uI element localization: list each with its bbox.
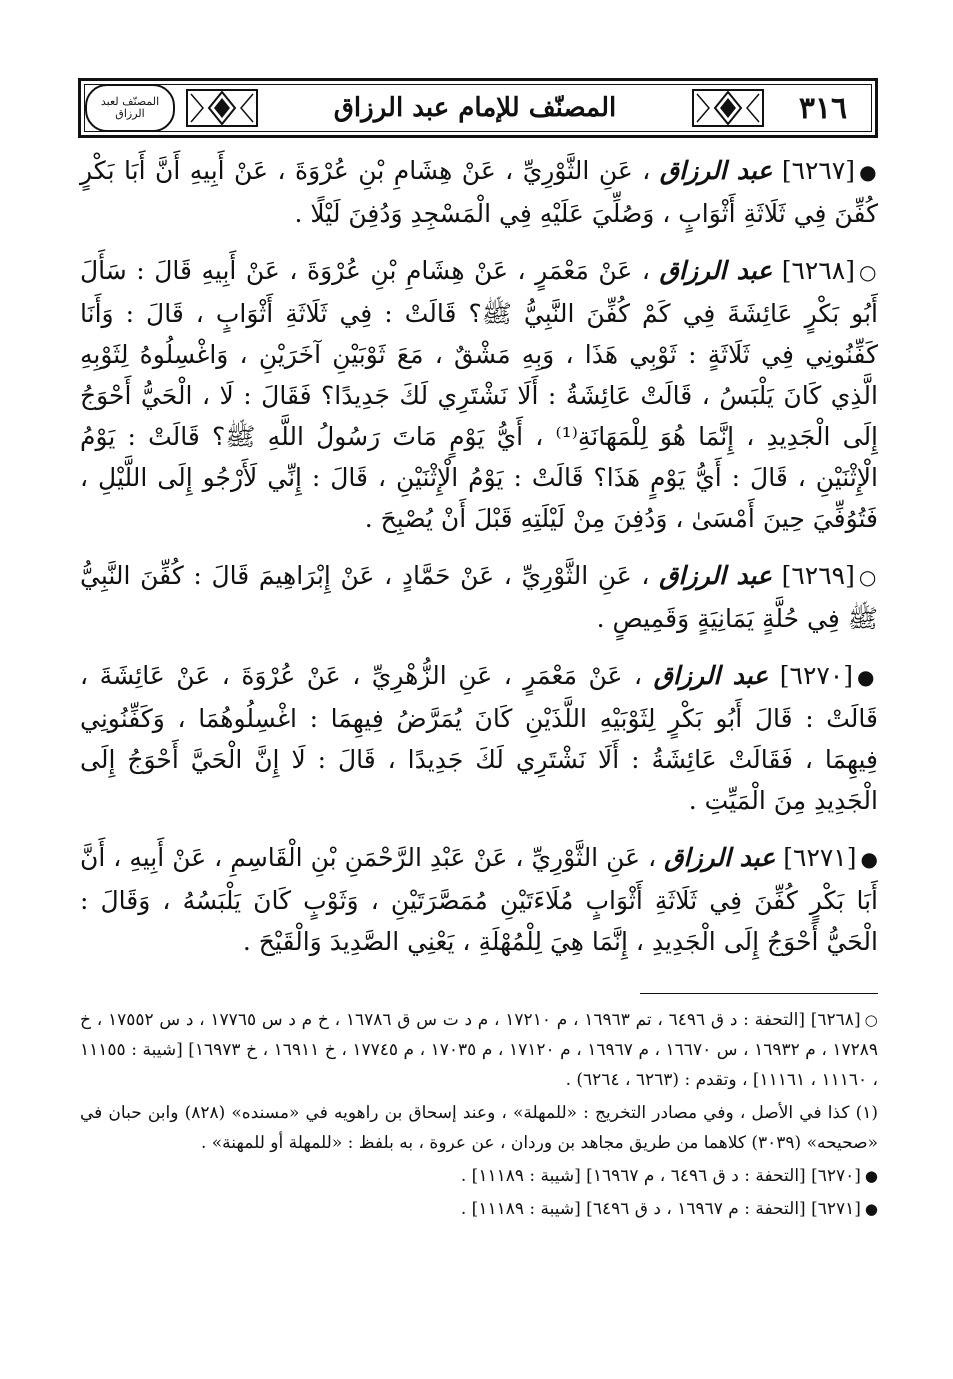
entry-marker: ●: [857, 665, 879, 689]
footnote: [80, 1161, 878, 1191]
ornament-left-icon: [183, 86, 261, 130]
hadith-text: ، عَنِ الثَّوْرِيِّ ، عَنْ هِشَامِ بْنِ عُرْوَةَ ، عَنْ أَبِيهِ أَنَّ أَبَا بَكْرٍ كُفِّنَ فِي ثَلَاثَةِ أَثْوَابٍ ، وَصُلِّيَ عَلَيْهِ فِي الْمَسْجِدِ وَدُفِنَ لَيْلًا .: [80, 156, 878, 228]
footnote-text: [٦٢٧١] [التحفة : م ١٦٩٦٧ ، د ق ٦٤٩٦] [شيبة : ١١١٨٩] .: [460, 1199, 861, 1219]
hadith-text: ، عَنِ الثَّوْرِيِّ ، عَنْ حَمَّادٍ ، عَنْ إِبْرَاهِيمَ قَالَ : كُفِّنَ النَّبِيُّ ﷺ فِي حُلَّةٍ يَمَانِيَةٍ وَقَمِيصٍ .: [80, 561, 878, 633]
hadith-number: [٦٢٧١]: [783, 843, 857, 872]
main-text: [80, 150, 878, 978]
footnotes: [80, 1005, 878, 1227]
hadith-entry: [80, 837, 878, 962]
hadith-text: ، عَنْ مَعْمَرٍ ، عَنِ الزُّهْرِيِّ ، عَنْ عُرْوَةَ ، عَنْ عَائِشَةَ ، قَالَتْ : قَالَ أَبُو بَكْرٍ لِثَوْبَيْهِ اللَّذَيْنِ كَانَ يُمَرَّضُ فِيهِمَا : اغْسِلُوهُمَا ، وَكَفِّنُونِي فِيهِمَا ، فَقَالَتْ عَائِشَةُ : أَلَا نَشْتَرِي لَكَ جَدِيدًا ، قَالَ : لَا إِنَّ الْحَيَّ أَحْوَجُ إِلَى الْجَدِيدِ مِنَ الْمَيِّتِ .: [80, 661, 878, 815]
page-header: [78, 78, 878, 138]
narrator-name: عبد الرزاق: [659, 561, 772, 590]
hadith-number: [٦٢٦٧]: [781, 156, 856, 185]
hadith-number: [٦٢٦٨]: [781, 256, 855, 285]
entry-marker: ○: [858, 260, 878, 284]
footnote-text: (١) كذا في الأصل ، وفي مصادر التخريج : «للمهلة» ، وعند إسحاق بن راهويه في «مسنده» (٨٢٨) وابن حبان في «صحيحه» (٣٠٣٩) كلاهما من طريق مجاهد بن وردان ، عن عروة ، به بلفظ : «للمهلة أو للمهنة» .: [80, 1103, 878, 1153]
footnote-marker: ○: [864, 1011, 879, 1029]
footnote: [80, 1194, 878, 1224]
hadith-entry: [80, 655, 878, 821]
page-number: ٣١٦: [775, 86, 871, 130]
hadith-entry: [80, 250, 878, 539]
footnote: [80, 1098, 878, 1158]
ornament-right-icon: [689, 86, 767, 130]
hadith-text: ، عَنْ مَعْمَرٍ ، عَنْ هِشَامِ بْنِ عُرْوَةَ ، عَنْ أَبِيهِ قَالَ : سَأَلَ أَبُو بَكْرٍ عَائِشَةَ فِي كَمْ كُفِّنَ النَّبِيُّ ﷺ؟ قَالَتْ : فِي ثَلَاثَةِ أَثْوَابٍ ، قَالَ : وَأَنَا كَفِّنُونِي فِي ثَلَاثَةٍ : ثَوْبِي هَذَا ، وَبِهِ مَشْقٌ ، مَعَ ثَوْبَيْنِ آخَرَيْنِ ، وَاغْسِلُوهُ لِثَوْبِهِ الَّذِي كَانَ يَلْبَسُ ، قَالَتْ عَائِشَةُ : أَلَا نَشْتَرِي لَكَ جَدِيدًا؟ فَقَالَ : لَا ، الْحَيُّ أَحْوَجُ إِلَى الْجَدِيدِ ، إِنَّمَا هُوَ لِلْمَهَانَةِ⁽¹⁾ ، أَيُّ يَوْمٍ مَاتَ رَسُولُ اللَّهِ ﷺ؟ قَالَتْ : يَوْمُ الْإِثْنَيْنِ ، قَالَ : أَيُّ يَوْمٍ هَذَا؟ قَالَتْ : يَوْمُ الْإِثْنَيْنِ ، قَالَ : إِنِّي لَأَرْجُو إِلَى اللَّيْلِ ، فَتُوُفِّيَ حِينَ أَمْسَىٰ ، وَدُفِنَ مِنْ لَيْلَتِهِ قَبْلَ أَنْ يُصْبِحَ .: [80, 256, 879, 533]
footnote: [80, 1005, 878, 1095]
hadith-number: [٦٢٧٠]: [779, 661, 853, 690]
entry-marker: ○: [858, 565, 879, 589]
hadith-entry: [80, 150, 878, 234]
entry-marker: ●: [859, 160, 879, 184]
footnote-divider: [640, 993, 878, 994]
book-emblem: المصنّف لعبد الرزاق: [85, 84, 175, 132]
narrator-name: عبد الرزاق: [653, 661, 769, 690]
footnote-marker: ●: [864, 1167, 878, 1185]
footnote-text: [٦٢٦٨] [التحفة : د ق ٦٤٩٦ ، تم ١٦٩٦٣ ، م ١٧٢١٠ ، م د ت س ق ١٦٧٨٦ ، خ م د س ١٧٧٦٥ ، د س ١٧٥٥٢ ، خ ١٧٢٨٩ ، م ١٦٩٣٢ ، س ١٦٦٧٠ ، م ١٦٩٦٧ ، م ١٧١٢٠ ، م ١٧٠٣٥ ، م ١٧٧٤٥ ، خ ١٦٩١١ ، خ ١٦٩٧٣] [شيبة : ١١١٥٥ ، ١١١٦٠ ، ١١١٦١] ، وتقدم : (٦٢٦٣ ، ٦٢٦٤) .: [80, 1010, 879, 1090]
narrator-name: عبد الرزاق: [664, 843, 776, 872]
footnote-marker: ●: [864, 1200, 878, 1218]
hadith-number: [٦٢٦٩]: [781, 561, 855, 590]
hadith-entry: [80, 555, 878, 639]
narrator-name: عبد الرزاق: [659, 156, 773, 185]
narrator-name: عبد الرزاق: [659, 256, 773, 285]
footnote-text: [٦٢٧٠] [التحفة : د ق ٦٤٩٦ ، م ١٦٩٦٧] [شيبة : ١١١٨٩] .: [460, 1166, 861, 1186]
entry-marker: ●: [860, 847, 878, 871]
hadith-text: ، عَنِ الثَّوْرِيِّ ، عَنْ عَبْدِ الرَّحْمَنِ بْنِ الْقَاسِمِ ، عَنْ أَبِيهِ ، أَنَّ أَبَا بَكْرٍ كُفِّنَ فِي ثَلَاثَةِ أَثْوَابٍ مُلَاءَتَيْنِ مُمَصَّرَتَيْنِ ، وَثَوْبٍ كَانَ يَلْبَسُهُ ، وَقَالَ : الْحَيُّ أَحْوَجُ إِلَى الْجَدِيدِ ، إِنَّمَا هِيَ لِلْمُهْلَةِ ، يَعْنِي الصَّدِيدَ وَالْقَيْحَ .: [80, 843, 878, 956]
running-title: المصنّف للإمام عبد الرزاق: [333, 93, 617, 123]
